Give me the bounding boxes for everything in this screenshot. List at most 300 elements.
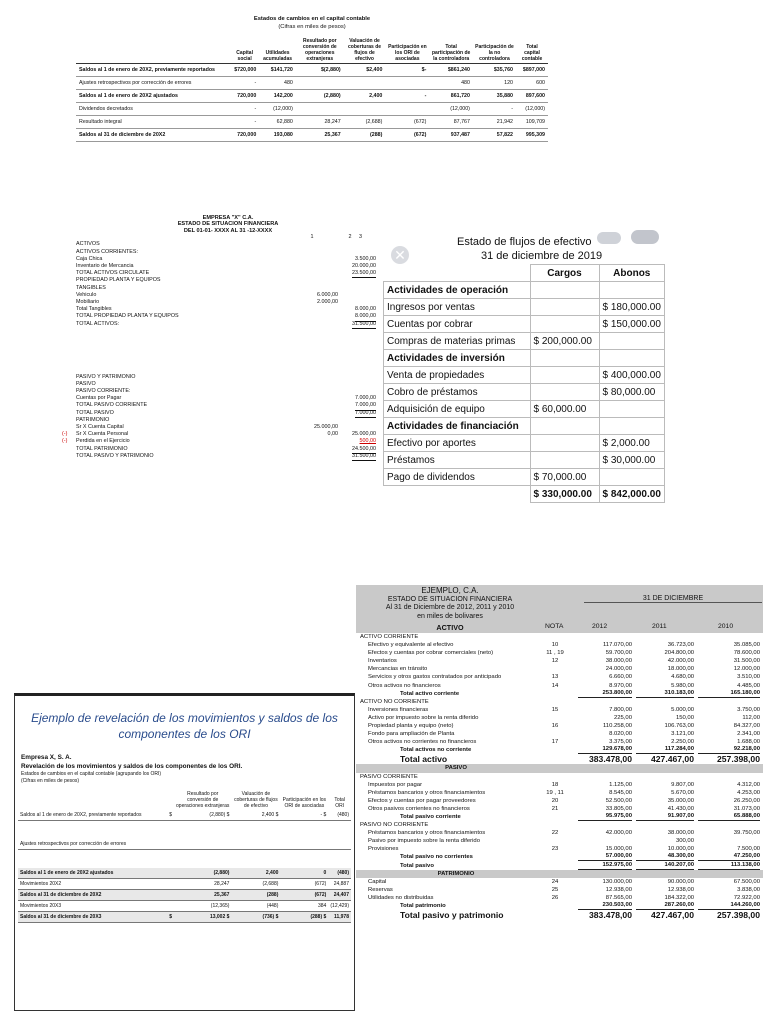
line-label: Total pasivo <box>400 862 434 869</box>
amount-2010: 47.250,00 <box>698 853 760 861</box>
table-cell <box>296 102 344 115</box>
balance-line <box>356 764 763 772</box>
cargo-amount <box>530 316 599 333</box>
line-label: TOTAL ACTIVOS CIRCULATE <box>76 270 150 277</box>
line-label: TOTAL ACTIVOS: <box>76 320 120 327</box>
balance-line <box>356 746 763 754</box>
table-cell: 25,367 <box>296 128 344 141</box>
table-cell <box>158 878 174 889</box>
balance-line <box>356 781 763 789</box>
equity-changes-statement <box>76 16 548 212</box>
amount-2010: 112,00 <box>742 714 760 721</box>
ori-company: Empresa X, S. A. <box>21 754 72 761</box>
cargo-amount <box>530 452 599 469</box>
line-label: Utilidades no distribuidas <box>368 894 434 901</box>
table-cell: (2,688) <box>344 115 386 128</box>
line-label: PROPIEDAD PLANTA Y EQUIPOS <box>76 277 161 284</box>
amount-2011: 12.938,00 <box>667 886 694 893</box>
cash-flow-table <box>383 264 665 503</box>
line-label: Sr X Cuenta Capital <box>76 424 124 431</box>
amount-2011: 3.121,00 <box>671 731 694 738</box>
table-cell <box>280 839 328 850</box>
amount-2011: 18.000,00 <box>667 666 694 673</box>
cash-flow-row <box>384 282 665 299</box>
minus-sign: (-) <box>62 431 68 438</box>
table-cell: 62,880 <box>259 115 296 128</box>
statement-line <box>76 306 380 313</box>
table-cell <box>296 76 344 89</box>
statement-line <box>76 292 380 299</box>
table-cell: (288) <box>231 889 280 900</box>
amount-2012: 8.545,00 <box>609 789 632 796</box>
table-cell: 21,942 <box>473 115 516 128</box>
ori-heading: Ejemplo de revelación de los movimientos y saldos de los componentes de los ORI <box>31 711 338 741</box>
amount-2012: 6.660,00 <box>609 674 632 681</box>
amount-col-3: 8.000,00 <box>355 313 376 321</box>
balance-line <box>356 821 763 829</box>
cargo-amount <box>530 367 599 384</box>
amount-2011: 35.000,00 <box>667 797 694 804</box>
line-label: Sr X Cuenta Personal <box>76 431 129 438</box>
table-cell: 87,767 <box>429 115 473 128</box>
amount-2012: 230.503,00 <box>578 902 632 910</box>
table-cell: $35,760 <box>473 63 516 76</box>
amount-2011: 427.467,00 <box>650 910 694 921</box>
amount-col-3: 31.500,00 <box>352 321 376 329</box>
cash-flow-row <box>384 401 665 418</box>
toolbar-pill-icon[interactable] <box>631 230 659 244</box>
table-cell: 897,600 <box>516 89 548 102</box>
ejemplo-dates: Al 31 de Diciembre de 2012, 2011 y 2010 <box>385 604 515 612</box>
note-number: 18 <box>551 781 559 788</box>
line-label: Fondo para ampliación de Planta <box>368 731 455 738</box>
balance-line <box>356 813 763 821</box>
cash-flow-label: Pago de dividendos <box>384 469 531 486</box>
abono-amount <box>599 282 665 299</box>
table-cell: (12,000) <box>516 102 548 115</box>
year-header: 2011 <box>652 623 667 630</box>
table-row <box>76 76 548 89</box>
abono-amount <box>599 401 665 418</box>
statement-line <box>76 277 380 284</box>
amount-2011: 310.183,00 <box>636 690 694 698</box>
table-cell <box>174 839 231 850</box>
balance-line <box>356 862 763 870</box>
table-cell <box>158 889 174 900</box>
line-label: PASIVO Y PATRIMONIO <box>76 373 136 380</box>
col-header: Utilidades acumuladas <box>259 38 296 64</box>
line-label: TOTAL PASIVO <box>76 409 114 416</box>
year-header: 2012 <box>592 623 608 630</box>
table-cell: $897,000 <box>516 63 548 76</box>
balance-line <box>356 853 763 861</box>
statement-line <box>76 424 380 431</box>
table-cell: 2,400 <box>231 868 280 879</box>
ori-table <box>18 791 351 923</box>
empty-header <box>158 791 174 810</box>
abono-amount <box>599 418 665 435</box>
line-label: Vehiculo <box>76 291 97 298</box>
amount-col-2: 20.000,00 <box>352 263 376 270</box>
amount-2012: 33.805,00 <box>605 805 632 812</box>
row-label: Saldos al 1 de enero de 20X2 ajustados <box>18 868 158 879</box>
line-label: Efectivo y equivalente al efectivo <box>368 642 454 649</box>
line-label: TOTAL PASIVO Y PATRIMONIO <box>76 452 154 459</box>
cash-flow-row <box>384 316 665 333</box>
amount-2011: 204.800,00 <box>664 650 694 657</box>
amount-2011: 41.430,00 <box>667 805 694 812</box>
amount-2012: 110.258,00 <box>602 723 632 730</box>
amount-col-3: 24.500,00 <box>352 446 376 454</box>
cash-flow-label: Cuentas por cobrar <box>384 316 531 333</box>
table-cell: 937,487 <box>429 128 473 141</box>
balance-line <box>356 730 763 738</box>
note-number: 24 <box>551 878 559 885</box>
empty-cell <box>384 265 531 282</box>
statement-line <box>76 446 380 453</box>
statement-line <box>76 453 380 460</box>
amount-2011: 117.284,00 <box>636 746 694 754</box>
balance-line <box>356 870 763 878</box>
ori-meta <box>15 754 354 785</box>
amount-col-3: 23.500,00 <box>352 270 376 278</box>
table-cell: 28,247 <box>174 878 231 889</box>
amount-2010: 257.398,00 <box>716 754 760 765</box>
amount-2012: 8.970,00 <box>609 682 632 689</box>
toolbar-pill-icon[interactable] <box>597 232 621 244</box>
row-label: Saldos al 1 de enero de 20X2, previamente reportados <box>76 63 230 76</box>
line-label: PASIVO <box>445 765 467 772</box>
statement-name: ESTADO DE SITUACION FINANCIERA <box>177 221 279 228</box>
cash-flow-header <box>383 228 665 264</box>
table-cell: 109,709 <box>516 115 548 128</box>
line-label: Total pasivo corriente <box>400 813 461 820</box>
statement-period: DEL 01-01- XXXX AL 31 -12-XXXX <box>183 227 273 234</box>
balance-line <box>356 886 763 894</box>
table-cell: (12,000) <box>429 102 473 115</box>
spacer-cell <box>18 849 351 868</box>
ori-disclosure-example <box>14 693 355 1011</box>
line-label: Otros activos no corrientes no financieros <box>368 739 477 746</box>
amount-2011: 184.322,00 <box>664 894 694 901</box>
col-header: Participación en los ORI de asociadas <box>385 38 429 64</box>
balance-line <box>356 738 763 746</box>
col-header: Participación de la no controladora <box>473 38 516 64</box>
line-label: Total pasivo y patrimonio <box>400 910 504 921</box>
note-number: 10 <box>551 642 559 649</box>
line-label: Total activo corriente <box>400 690 460 697</box>
spacer-row <box>18 849 351 868</box>
cash-flow-label: Adquisición de equipo <box>384 401 531 418</box>
amount-2012: 129.678,00 <box>578 746 632 754</box>
cargo-amount <box>530 299 599 316</box>
amount-2010: 7.500,00 <box>737 846 760 853</box>
cash-flow-date: 31 de diciembre de 2019 <box>481 250 603 262</box>
amount-2010: 4.312,00 <box>737 781 760 788</box>
amount-2012: 117.070,00 <box>602 642 632 649</box>
empty-header <box>76 38 230 64</box>
amount-2012: 383.478,00 <box>588 910 632 921</box>
table-row <box>18 900 351 911</box>
line-label: Inventario de Mercancia <box>76 263 134 270</box>
cash-flow-label: Actividades de financiación <box>384 418 531 435</box>
amount-2012: 3.375,00 <box>609 739 632 746</box>
amount-2011: 36.723,00 <box>667 642 694 649</box>
balance-line <box>356 773 763 781</box>
row-label: Dividendos decretados <box>76 102 230 115</box>
table-cell: - <box>230 102 259 115</box>
amount-2010: 67.500,00 <box>733 878 760 885</box>
cash-flow-row <box>384 435 665 452</box>
statement-line <box>76 249 380 256</box>
amount-2011: 38.000,00 <box>667 830 694 837</box>
abono-amount: $ 150,000.00 <box>599 316 665 333</box>
table-cell: 480 <box>429 76 473 89</box>
line-label: Servicios y otros gastos contratados por anticipado <box>368 674 502 681</box>
row-label: Movimientos 20X3 <box>18 900 158 911</box>
table-cell: 28,247 <box>296 115 344 128</box>
table-cell: $(2,880) <box>296 63 344 76</box>
line-label: Reservas <box>368 886 393 893</box>
amount-2011: 5.980,00 <box>671 682 694 689</box>
table-cell <box>158 868 174 879</box>
table-cell: 480 <box>259 76 296 89</box>
table-cell: (2,880) $ <box>174 810 231 821</box>
nota-header: NOTA <box>545 623 564 630</box>
cargo-amount: $ 70,000.00 <box>530 469 599 486</box>
amount-2011: 42.000,00 <box>667 658 694 665</box>
statement-line <box>76 256 380 263</box>
note-number: 14 <box>551 682 559 689</box>
line-label: Provisiones <box>368 846 399 853</box>
amount-2011: 5.000,00 <box>671 706 694 713</box>
line-label: Total pasivo no corrientes <box>400 854 473 861</box>
table-cell <box>344 76 386 89</box>
amount-col-2: 500,00 <box>359 438 376 445</box>
table-cell: $861,240 <box>429 63 473 76</box>
cargo-amount <box>530 418 599 435</box>
cash-flow-label <box>384 486 531 503</box>
amount-2011: 287.260,00 <box>636 902 694 910</box>
amount-2010: 26.250,00 <box>733 797 760 804</box>
cash-flow-label: Préstamos <box>384 452 531 469</box>
cash-flow-row <box>384 333 665 350</box>
year-header: 2010 <box>718 623 734 630</box>
balance-line <box>356 673 763 681</box>
table-row <box>76 63 548 76</box>
balance-line <box>356 837 763 845</box>
period-header: 31 DE DICIEMBRE <box>584 595 762 603</box>
table-cell: (12,000) <box>259 102 296 115</box>
note-number: 12 <box>551 658 559 665</box>
cash-flow-label: Efectivo por aportes <box>384 435 531 452</box>
equity-changes-subtitle: (Cifras en miles de pesos) <box>278 23 346 30</box>
statement-line <box>76 417 380 424</box>
amount-col-2: 7.000,00 <box>355 395 376 402</box>
table-row <box>76 115 548 128</box>
table-cell: 720,000 <box>230 128 259 141</box>
financial-position-ejemplo <box>356 585 768 1013</box>
equity-changes-body <box>76 63 548 141</box>
table-cell: 24,407 <box>328 889 351 900</box>
statement-line <box>76 270 380 277</box>
cash-flow-row <box>384 469 665 486</box>
balance-line <box>356 878 763 886</box>
table-cell: 0 <box>280 868 328 879</box>
table-cell: 600 <box>516 76 548 89</box>
ejemplo-titles <box>360 587 540 621</box>
table-cell <box>158 900 174 911</box>
table-cell: $720,000 <box>230 63 259 76</box>
statement-line <box>76 402 380 409</box>
cargo-amount: $ 330,000.00 <box>530 486 599 503</box>
statement-line <box>76 321 380 328</box>
balance-line <box>356 690 763 698</box>
table-row <box>18 878 351 889</box>
ejemplo-header <box>356 585 763 633</box>
cash-flow-title: Estado de flujos de efectivo <box>457 236 592 248</box>
cash-flow-row <box>384 367 665 384</box>
line-label: PASIVO NO CORRIENTE <box>360 822 429 829</box>
cargo-amount: $ 200,000.00 <box>530 333 599 350</box>
table-cell: (672) <box>385 115 429 128</box>
line-label: Efectos y cuentas por pagar proveedores <box>368 797 476 804</box>
col-header: Participación en los ORI de asociadas <box>282 796 327 809</box>
row-label: Saldos al 31 de diciembre de 20X3 <box>18 911 158 922</box>
table-cell: (12,365) <box>174 900 231 911</box>
close-icon[interactable]: ✕ <box>391 246 409 264</box>
balance-line <box>356 706 763 714</box>
line-label: Propiedad planta y equipo (neto) <box>368 723 454 730</box>
amount-2012: 38.000,00 <box>605 658 632 665</box>
amount-2012: 225,00 <box>613 714 632 721</box>
table-cell: $141,720 <box>259 63 296 76</box>
col-header: Resultado por conversión de operaciones extranjeras <box>296 38 344 64</box>
table-cell: $ <box>158 810 174 821</box>
table-row <box>76 89 548 102</box>
row-label: Ajustes retrospectivos por corrección de errores <box>18 839 158 850</box>
balance-line <box>356 829 763 837</box>
cash-flow-label: Actividades de operación <box>384 282 531 299</box>
amount-2011: 106.763,00 <box>664 723 694 730</box>
cash-flow-row <box>384 299 665 316</box>
line-label: Otros pasivos corrientes no financieros <box>368 805 470 812</box>
note-number: 11 , 19 <box>546 650 564 657</box>
cash-flow-row <box>384 418 665 435</box>
note-number: 25 <box>551 886 559 893</box>
table-cell: $ <box>158 911 174 922</box>
amount-2010: 3.838,00 <box>737 886 760 893</box>
table-cell: 24,887 <box>328 878 351 889</box>
cash-flow-label: Cobro de préstamos <box>384 384 531 401</box>
equity-changes-title: Estados de cambios en el capital contable <box>253 16 371 22</box>
table-cell: (2,880) <box>174 868 231 879</box>
col-header: Valuación de coberturas de flujos de efectivo <box>344 38 386 64</box>
col-head-1: 1 <box>310 234 314 241</box>
statement-line <box>76 241 380 248</box>
row-label: Movimientos 20X2 <box>18 878 158 889</box>
cash-flow-statement <box>383 228 665 500</box>
cash-flow-row <box>384 486 665 503</box>
table-cell: (448) <box>231 900 280 911</box>
table-cell: 2,400 $ <box>231 810 280 821</box>
table-cell: 2,400 <box>344 89 386 102</box>
balance-line <box>356 649 763 657</box>
table-cell: 995,309 <box>516 128 548 141</box>
amount-col-1: 25.000,00 <box>314 424 338 431</box>
line-label: Inventarios <box>368 658 397 665</box>
cash-flow-row <box>384 452 665 469</box>
amount-col-1: 2.000,00 <box>317 298 338 305</box>
table-cell <box>385 102 429 115</box>
table-cell: 25,367 <box>174 889 231 900</box>
cargo-amount <box>530 384 599 401</box>
amount-2011: 90.000,00 <box>667 878 694 885</box>
table-row <box>18 839 351 850</box>
row-label: Saldos al 1 de enero de 20X2, previamente reportados <box>18 810 158 821</box>
amount-2012: 1.125,00 <box>609 781 632 788</box>
statement-line <box>76 285 380 292</box>
line-label: Caja Chica <box>76 255 103 262</box>
line-label: Préstamos bancarios y otros financiamientos <box>368 830 486 837</box>
balance-line <box>356 714 763 722</box>
ejemplo-units: en miles de bolivares <box>417 612 483 620</box>
row-label: Saldos al 31 de diciembre de 20X2 <box>18 889 158 900</box>
col-header: Total capital contable <box>516 38 548 64</box>
amount-2012: 7.800,00 <box>609 706 632 713</box>
balance-line <box>356 633 763 641</box>
balance-line <box>356 789 763 797</box>
amount-2010: 165.180,00 <box>698 690 760 698</box>
amount-2011: 140.207,00 <box>636 862 694 870</box>
cash-flow-body <box>384 282 665 503</box>
cash-flow-label: Actividades de inversión <box>384 350 531 367</box>
cash-flow-label: Venta de propiedades <box>384 367 531 384</box>
table-cell: (480) <box>328 810 351 821</box>
cargos-header: Cargos <box>530 265 599 282</box>
amount-col-1: 0,00 <box>327 431 338 438</box>
line-label: ACTIVO CORRIENTE <box>360 634 419 640</box>
amount-col-3: 7.000,00 <box>355 402 376 410</box>
balance-line <box>356 902 763 910</box>
line-label: Efectos y cuentas por cobrar comerciales (neto) <box>368 650 494 657</box>
cash-flow-label: Compras de materias primas <box>384 333 531 350</box>
table-cell <box>231 839 280 850</box>
table-cell <box>158 839 174 850</box>
balance-line <box>356 754 763 764</box>
note-number: 15 <box>551 706 559 713</box>
line-label: ACTIVOS <box>76 241 100 248</box>
balance-line <box>356 657 763 665</box>
amount-2012: 87.565,00 <box>605 894 632 901</box>
amount-2011: 2.250,00 <box>671 739 694 746</box>
line-label: PATRIMONIO <box>76 416 110 423</box>
amount-2011: 150,00 <box>675 714 694 721</box>
table-cell: 384 <box>280 900 328 911</box>
amount-2010: 35.085,00 <box>733 642 760 649</box>
line-label: Préstamos bancarios y otros financiamientos <box>368 789 486 796</box>
financial-position-x <box>62 215 380 475</box>
row-label: Saldos al 1 de enero de 20X2 ajustados <box>76 89 230 102</box>
balance-line <box>356 797 763 805</box>
abono-amount: $ 30,000.00 <box>599 452 665 469</box>
cargo-amount <box>530 350 599 367</box>
amount-2012: 95.975,00 <box>578 813 632 821</box>
amount-2011: 9.807,00 <box>671 781 694 788</box>
table-cell: 720,000 <box>230 89 259 102</box>
line-label: Total Tangibles <box>76 306 112 313</box>
note-number: 16 <box>551 723 559 730</box>
